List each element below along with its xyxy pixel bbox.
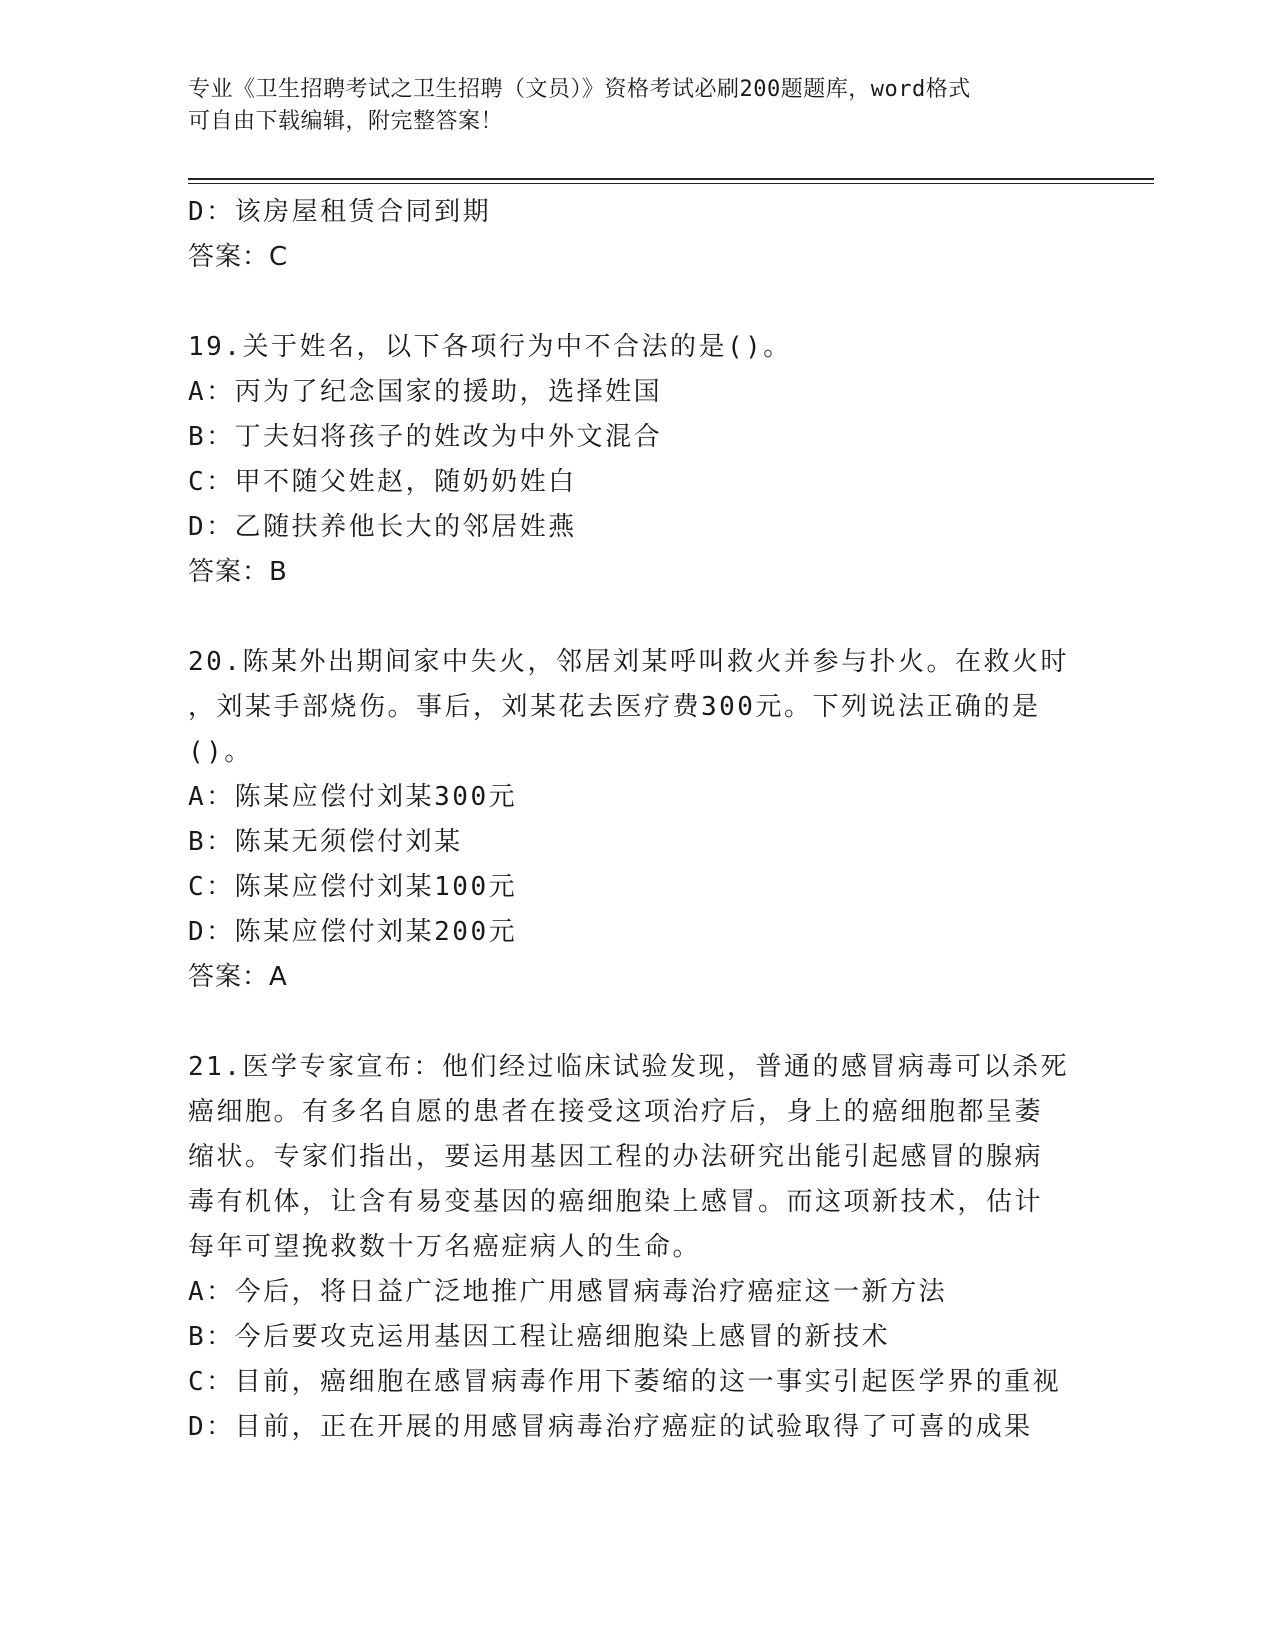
q18-option-d: D：该房屋租赁合同到期 bbox=[188, 197, 492, 227]
q20-stem-line: ，刘某手部烧伤。事后，刘某花去医疗费300元。下列说法正确的是 bbox=[188, 692, 1041, 722]
q20-stem-line: 20.陈某外出期间家中失火，邻居刘某呼叫救火并参与扑火。在救火时 bbox=[188, 647, 1069, 677]
q21-stem-line: 癌细胞。有多名自愿的患者在接受这项治疗后，身上的癌细胞都呈萎 bbox=[188, 1097, 1044, 1127]
q21-option-d: D：目前，正在开展的用感冒病毒治疗癌症的试验取得了可喜的成果 bbox=[188, 1412, 1033, 1442]
spacer bbox=[188, 595, 1088, 640]
spacer bbox=[188, 280, 1088, 325]
q21-stem-line: 缩状。专家们指出，要运用基因工程的办法研究出能引起感冒的腺病 bbox=[188, 1142, 1044, 1172]
q20-option-b: B：陈某无须偿付刘某 bbox=[188, 827, 463, 857]
q21-stem-line: 21.医学专家宣布：他们经过临床试验发现，普通的感冒病毒可以杀死 bbox=[188, 1052, 1069, 1082]
q20-answer: 答案：A bbox=[188, 962, 288, 992]
q21-stem-line: 每年可望挽救数十万名癌症病人的生命。 bbox=[188, 1232, 702, 1262]
q20-option-c: C：陈某应偿付刘某100元 bbox=[188, 872, 518, 902]
question-content bbox=[188, 190, 1088, 1450]
q19-stem: 19.关于姓名，以下各项行为中不合法的是()。 bbox=[188, 332, 792, 362]
q19-option-a: A：丙为了纪念国家的援助，选择姓国 bbox=[188, 377, 663, 407]
q19-option-d: D：乙随扶养他长大的邻居姓燕 bbox=[188, 512, 577, 542]
q19-option-b: B：丁夫妇将孩子的姓改为中外文混合 bbox=[188, 422, 663, 452]
header-title-line-1: 专业《卫生招聘考试之卫生招聘（文员）》资格考试必刷200题题库，word格式 bbox=[188, 77, 971, 102]
q21-option-c: C：目前，癌细胞在感冒病毒作用下萎缩的这一事实引起医学界的重视 bbox=[188, 1367, 1062, 1397]
q20-option-a: A：陈某应偿付刘某300元 bbox=[188, 782, 518, 812]
header-divider-thin bbox=[188, 183, 1154, 184]
q18-answer: 答案：C bbox=[188, 242, 289, 272]
q19-answer: 答案：B bbox=[188, 557, 288, 587]
q19-option-c: C：甲不随父姓赵，随奶奶姓白 bbox=[188, 467, 577, 497]
q21-stem-line: 毒有机体，让含有易变基因的癌细胞染上感冒。而这项新技术，估计 bbox=[188, 1187, 1044, 1217]
q20-stem-line: ()。 bbox=[188, 737, 253, 767]
q20-option-d: D：陈某应偿付刘某200元 bbox=[188, 917, 518, 947]
document-header bbox=[188, 74, 1068, 138]
spacer bbox=[188, 1000, 1088, 1045]
header-divider-thick bbox=[188, 178, 1154, 180]
q21-option-b: B：今后要攻克运用基因工程让癌细胞染上感冒的新技术 bbox=[188, 1322, 891, 1352]
q21-option-a: A：今后，将日益广泛地推广用感冒病毒治疗癌症这一新方法 bbox=[188, 1277, 948, 1307]
header-title-line-2: 可自由下载编辑，附完整答案！ bbox=[188, 109, 504, 134]
